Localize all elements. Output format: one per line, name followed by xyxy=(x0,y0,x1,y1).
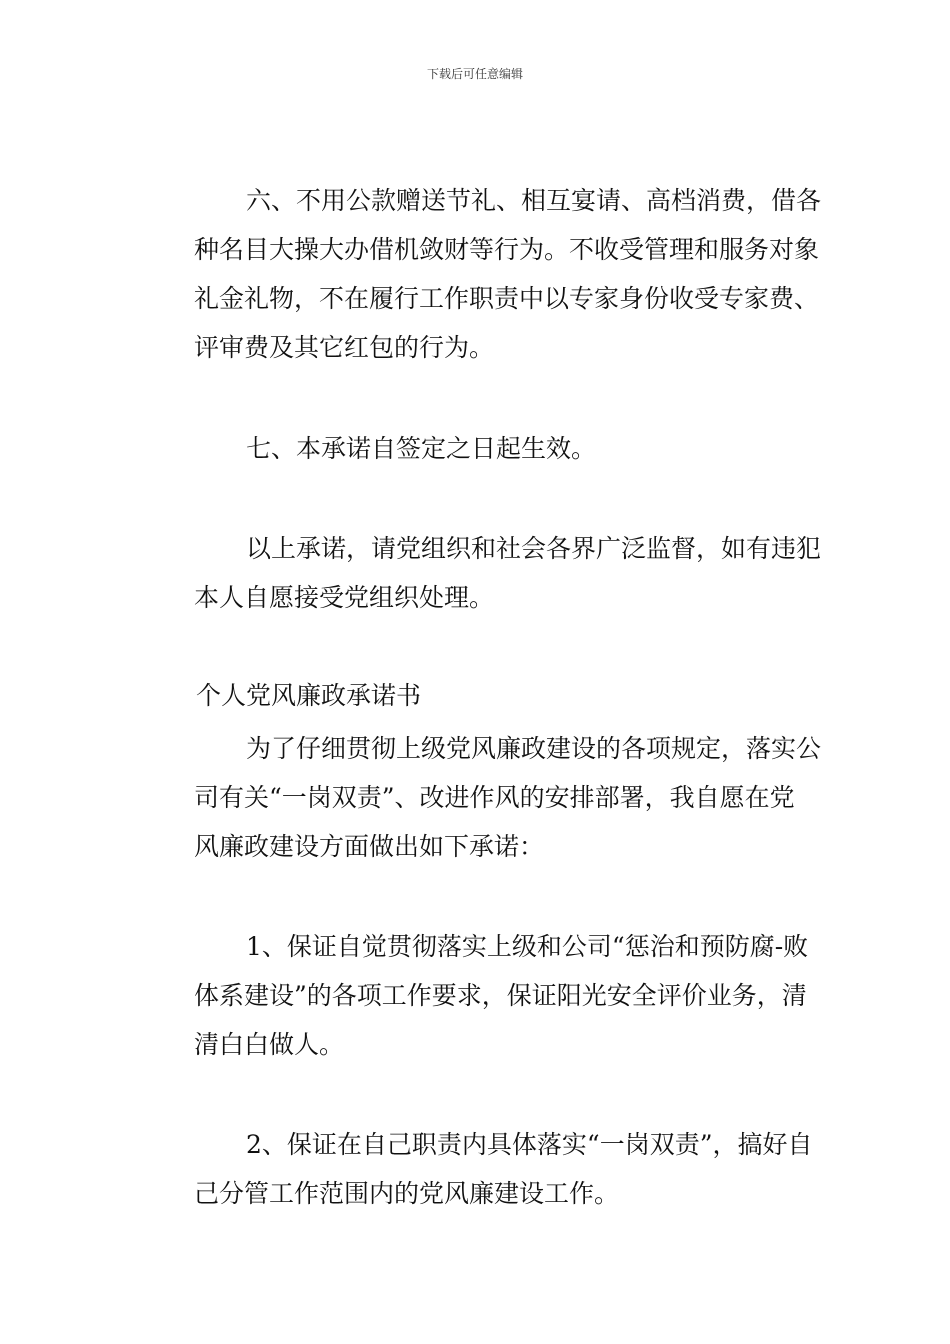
text-line: 风廉政建设方面做出如下承诺： xyxy=(194,832,545,861)
text-line: 六、不用公款赠送节礼、相互宴请、高档消费，借各 xyxy=(246,186,822,215)
text-line: 司有关“一岗双责”、改进作风的安排部署，我自愿在党 xyxy=(194,783,795,812)
document-title: 个人党风廉政承诺书 xyxy=(196,681,422,710)
text-line: 己分管工作范围内的党风廉建设工作。 xyxy=(194,1179,620,1208)
text-line: 以上承诺，请党组织和社会各界广泛监督，如有违犯 xyxy=(246,534,822,563)
paragraph-item-6 xyxy=(144,176,822,372)
text-line: 1、保证自觉贯彻落实上级和公司“惩治和预防腐-败 xyxy=(246,932,809,961)
page-header-note: 下载后可任意编辑 xyxy=(426,67,523,81)
text-line: 清白白做人。 xyxy=(194,1030,345,1059)
text-line: 为了仔细贯彻上级党风廉政建设的各项规定，落实公 xyxy=(246,734,822,763)
text-line: 2、保证在自己职责内具体落实“一岗双责”，搞好自 xyxy=(246,1130,813,1159)
text-line: 七、本承诺自签定之日起生效。 xyxy=(246,434,597,463)
text-line: 体系建设”的各项工作要求，保证阳光安全评价业务，清 xyxy=(194,981,807,1010)
paragraph-intro xyxy=(144,724,822,871)
text-line: 本人自愿接受党组织处理。 xyxy=(194,583,495,612)
paragraph-supervision xyxy=(144,524,822,622)
paragraph-item-2 xyxy=(144,1120,814,1218)
text-line: 礼金礼物，不在履行工作职责中以专家身份收受专家费、 xyxy=(194,284,820,313)
text-line: 评审费及其它红包的行为。 xyxy=(194,333,495,362)
paragraph-item-7 xyxy=(144,424,814,473)
paragraph-item-1 xyxy=(144,922,814,1069)
text-line: 种名目大操大办借机敛财等行为。不收受管理和服务对象 xyxy=(194,235,820,264)
